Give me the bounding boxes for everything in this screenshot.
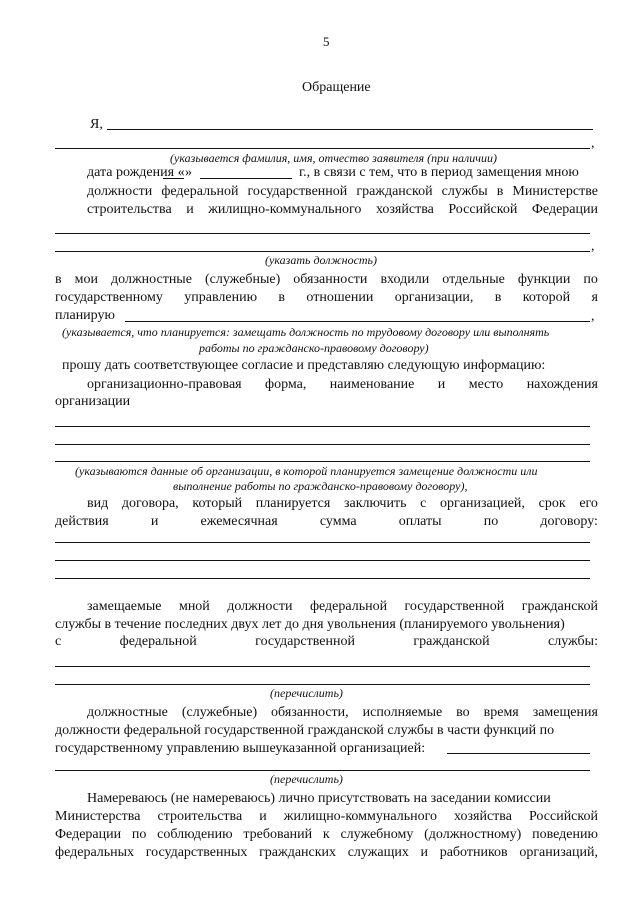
org-line-1: организационно-правовая форма, наименование и место нахождения <box>87 377 598 392</box>
applicant-name-field-line[interactable] <box>107 129 593 130</box>
plan-comma: , <box>591 309 595 324</box>
functions-field-line-1[interactable] <box>447 753 590 754</box>
functions-line-3: государственному управлению вышеуказанной организацией: <box>55 741 426 756</box>
contract-line-2: действия и ежемесячная сумма оплаты по договору: <box>55 514 598 529</box>
org-hint-1: (указываются данные об организации, в которой планируется замещение должности или <box>75 464 538 478</box>
applicant-name-comma: , <box>591 136 595 151</box>
duties-line-3: планирую <box>55 308 115 323</box>
org-line-2: организации <box>55 394 131 409</box>
org-field-line-3[interactable] <box>55 461 590 462</box>
plan-hint-1: (указывается, что планируется: замещать должность по трудовому договору или выполнять <box>62 325 550 339</box>
contract-line-1: вид договора, который планируется заключить с организацией, срок его <box>87 496 598 511</box>
applicant-name-hint: (указывается фамилия, имя, отчество заявителя (при наличии) <box>170 151 498 165</box>
birth-date-close-quote: » <box>185 165 192 180</box>
birth-date-prefix: дата рождения « <box>87 165 185 180</box>
functions-field-line-2[interactable] <box>55 770 590 771</box>
position-comma: , <box>591 239 595 254</box>
attendance-line-1: Намереваюсь (не намереваюсь) лично присутствовать на заседании комиссии <box>87 791 551 806</box>
org-field-line-2[interactable] <box>55 444 590 445</box>
functions-line-1: должностные (служебные) обязанности, исполняемые во время замещения <box>87 705 598 720</box>
page-title: Обращение <box>302 80 371 95</box>
contract-field-line-3[interactable] <box>55 578 590 579</box>
positions-hint: (перечислить) <box>270 686 343 700</box>
org-field-line-1[interactable] <box>55 426 590 427</box>
position-text-line-3: строительства и жилищно-коммунального хозяйства Российской Федерации <box>87 202 598 217</box>
position-hint: (указать должность) <box>265 253 378 267</box>
positions-line-1: замещаемые мной должности федеральной государственной гражданской <box>87 599 598 614</box>
request-line: прошу дать соответствующее согласие и представляю следующую информацию: <box>62 358 546 373</box>
positions-line-2: службы в течение последних двух лет до дня увольнения (планируемого увольнения) <box>55 617 565 632</box>
duties-line-2: государственному управлению в отношении организации, в которой я <box>55 290 598 305</box>
plan-field-line[interactable] <box>125 321 590 322</box>
org-hint-2: выполнение работы по гражданско-правовому договору), <box>173 479 468 493</box>
attendance-line-3: Федерации по соблюдению требований к служебному (должностному) поведению <box>55 827 598 842</box>
birth-date-suffix: г., в связи с тем, что в период замещения мною <box>299 165 579 180</box>
birth-day-field[interactable] <box>163 178 184 179</box>
position-field-line-1[interactable] <box>55 233 590 234</box>
birth-month-year-field[interactable] <box>200 178 292 179</box>
positions-field-line-2[interactable] <box>55 684 590 685</box>
functions-hint: (перечислить) <box>270 772 343 786</box>
contract-field-line-2[interactable] <box>55 560 590 561</box>
functions-line-2: должности федеральной государственной гражданской службы в части функций по <box>55 723 555 738</box>
position-text-line-2: должности федеральной государственной гражданской службы в Министерстве <box>87 184 598 199</box>
ya-label: Я, <box>90 117 103 132</box>
applicant-name-field-line-2[interactable] <box>55 148 590 149</box>
positions-field-line-1[interactable] <box>55 666 590 667</box>
duties-line-1: в мои должностные (служебные) обязанности входили отдельные функции по <box>55 272 598 287</box>
page-number: 5 <box>323 34 330 49</box>
contract-field-line-1[interactable] <box>55 542 590 543</box>
positions-line-3: с федеральной государственной гражданской службы: <box>55 634 598 649</box>
plan-hint-2: работы по гражданско-правовому договору) <box>199 341 429 355</box>
position-field-line-2[interactable] <box>55 251 590 252</box>
attendance-line-2: Министерства строительства и жилищно-коммунального хозяйства Российской <box>55 809 598 824</box>
attendance-line-4: федеральных государственных гражданских служащих и работников организаций, <box>55 845 598 860</box>
